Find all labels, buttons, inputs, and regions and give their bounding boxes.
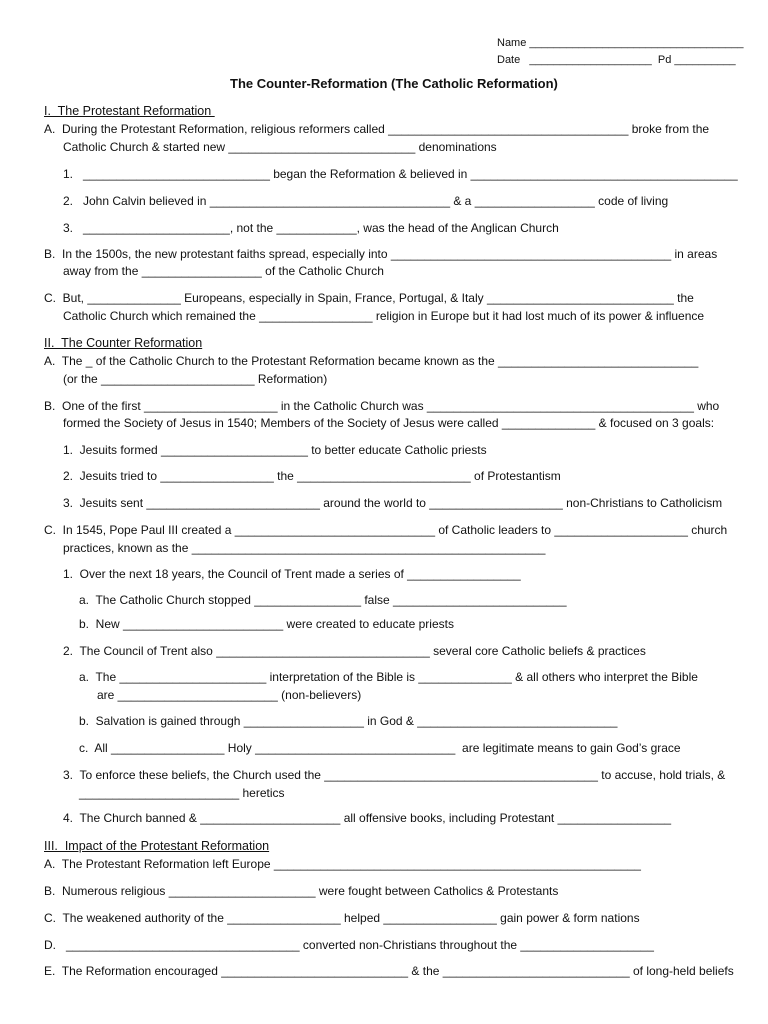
section-3-heading: III. Impact of the Protestant Reformation bbox=[44, 839, 270, 853]
s3-item-e: E. The Reformation encouraged ____________________________ & the ____________________________ of long-held beliefs bbox=[44, 964, 734, 978]
s2-item-b-sub1: 1. Jesuits formed ______________________ to better educate Catholic priests bbox=[63, 443, 487, 457]
s1-item-a-sub1: 1. ____________________________ began the Reformation & believed in ________________________________________ bbox=[63, 167, 738, 181]
s1-item-c-line2: Catholic Church which remained the _________________ religion in Europe but it had lost much of its power & influence bbox=[63, 309, 705, 323]
s1-item-c-line1: C. But, ______________ Europeans, especially in Spain, France, Portugal, & Italy ____________________________ the bbox=[44, 291, 694, 305]
s2-item-c-sub3-line1: 3. To enforce these beliefs, the Church used the _________________________________________ to accuse, hold trials, & bbox=[63, 768, 726, 782]
s3-item-c: C. The weakened authority of the _________________ helped _________________ gain power & form nations bbox=[44, 911, 640, 925]
s1-item-a-sub2: 2. John Calvin believed in ____________________________________ & a __________________ code of living bbox=[63, 194, 669, 208]
page-title: The Counter-Reformation (The Catholic Reformation) bbox=[230, 76, 558, 91]
s2-item-c-line1: C. In 1545, Pope Paul III created a ______________________________ of Catholic leaders to ____________________ church bbox=[44, 523, 728, 537]
date-period-field-line[interactable]: Date ____________________ Pd __________ bbox=[497, 54, 736, 66]
s3-item-a: A. The Protestant Reformation left Europe _______________________________________________________ bbox=[44, 857, 641, 871]
s1-item-b-line1: B. In the 1500s, the new protestant faiths spread, especially into __________________________________________ in areas bbox=[44, 247, 718, 261]
section-1-heading: I. The Protestant Reformation bbox=[44, 104, 215, 118]
s2-item-b-line1: B. One of the first ____________________ in the Catholic Church was ________________________________________ who bbox=[44, 399, 720, 413]
s1-item-b-line2: away from the __________________ of the Catholic Church bbox=[63, 264, 384, 278]
s2-item-b-line2: formed the Society of Jesus in 1540; Members of the Society of Jesus were called ______________ & focused on 3 goals: bbox=[63, 416, 715, 430]
s1-item-a-line1: A. During the Protestant Reformation, religious reformers called ____________________________________ broke from the bbox=[44, 122, 710, 136]
s2-item-c-sub3-line2: ________________________ heretics bbox=[79, 786, 285, 800]
s1-item-a-line2: Catholic Church & started new ____________________________ denominations bbox=[63, 140, 497, 154]
s2-item-c-sub2: 2. The Council of Trent also ________________________________ several core Catholic beliefs & practices bbox=[63, 644, 646, 658]
s2-item-c-sub4: 4. The Church banned & _____________________ all offensive books, including Protestant _________________ bbox=[63, 811, 672, 825]
s1-item-a-sub3: 3. ______________________, not the ____________, was the head of the Anglican Church bbox=[63, 221, 559, 235]
s2-item-a-line2: (or the _______________________ Reformation) bbox=[63, 372, 328, 386]
s2-item-c-sub2-a-line1: a. The ______________________ interpretation of the Bible is ______________ & all others who interpret the Bible bbox=[79, 670, 698, 684]
section-2-heading: II. The Counter Reformation bbox=[44, 336, 203, 350]
s2-item-c-sub2-c: c. All _________________ Holy ______________________________ are legitimate means to gain God’s grace bbox=[79, 741, 681, 755]
s2-item-c-sub1-a: a. The Catholic Church stopped ________________ false __________________________ bbox=[79, 593, 567, 607]
s3-item-d: D. ___________________________________ converted non-Christians throughout the ____________________ bbox=[44, 938, 654, 952]
s2-item-c-sub2-a-line2: are ________________________ (non-believers) bbox=[97, 688, 362, 702]
s2-item-c-sub1-b: b. New ________________________ were created to educate priests bbox=[79, 617, 454, 631]
s2-item-b-sub2: 2. Jesuits tried to _________________ the __________________________ of Protestantism bbox=[63, 469, 561, 483]
name-field-line[interactable]: Name ___________________________________ bbox=[497, 37, 744, 49]
s2-item-b-sub3: 3. Jesuits sent __________________________ around the world to ____________________ non-Christians to Catholicism bbox=[63, 496, 723, 510]
s2-item-c-sub1: 1. Over the next 18 years, the Council of Trent made a series of _________________ bbox=[63, 567, 521, 581]
s2-item-c-sub2-b: b. Salvation is gained through __________________ in God & ______________________________ bbox=[79, 714, 618, 728]
s2-item-c-line2: practices, known as the _____________________________________________________ bbox=[63, 541, 546, 555]
s3-item-b: B. Numerous religious ______________________ were fought between Catholics & Protestants bbox=[44, 884, 559, 898]
s2-item-a-line1: A. The _ of the Catholic Church to the Protestant Reformation became known as the ______________________________ bbox=[44, 354, 699, 368]
